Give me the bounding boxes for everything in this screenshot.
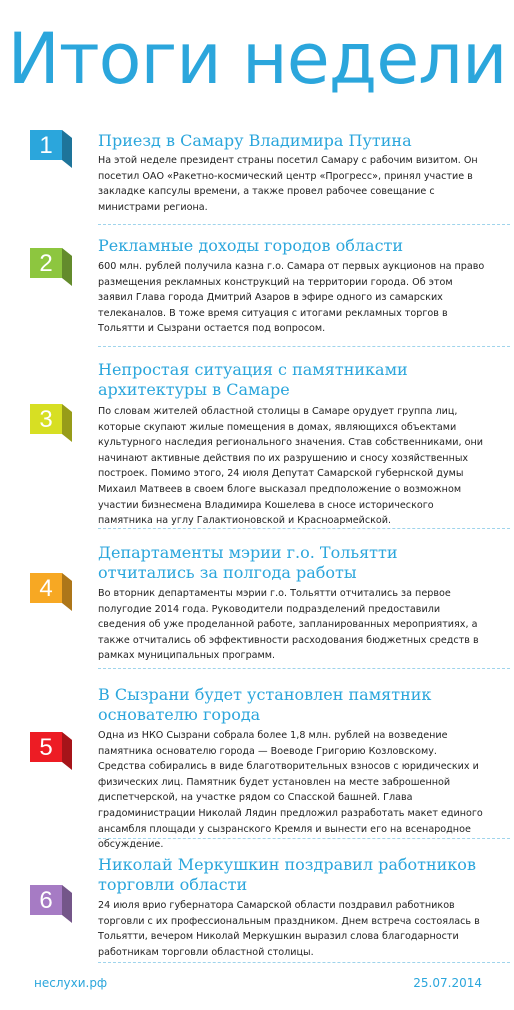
divider xyxy=(98,962,510,963)
news-item-4 xyxy=(0,540,514,660)
number-cube-icon xyxy=(30,248,72,286)
number-cube-icon xyxy=(30,404,72,442)
item-headline: Николай Меркушкин поздравил работников торговли области xyxy=(98,855,476,894)
news-item-3 xyxy=(0,356,514,526)
item-number: 6 xyxy=(39,887,53,914)
item-number: 4 xyxy=(39,575,53,602)
item-headline: Приезд в Самару Владимира Путина xyxy=(98,131,412,150)
item-body: Одна из НКО Сызрани собрала более 1,8 млн. рублей на возведение памятника основателю города — Воеводе Григорию Козловскому. Средства собирались в виде благотворительных взносов с юридических и физических лиц. Памятник будет установлен на месте заброшенной диспетчерской, на участке рядом со Спасской башней. Глава градоминистрации Николай Лядин предложил разработать макет единого ансамбля площади у сызранского Кремля и вынести его на всенародное обсуждение. xyxy=(98,730,483,851)
item-body: На этой неделе президент страны посетил Самару с рабочим визитом. Он посетил ОАО «Ракетно-космический центр «Прогресс», принял участие в закладке капсулы времени, а также провел рабочее совещание с министрами региона. xyxy=(98,155,478,213)
divider xyxy=(98,668,510,669)
number-cube-icon xyxy=(30,573,72,611)
item-headline: Департаменты мэрии г.о. Тольятти отчитались за полгода работы xyxy=(98,543,398,582)
item-body: По словам жителей областной столицы в Самаре орудует группа лиц, которые скупают жилые помещения в домах, являющихся объектами культурного наследия регионального значения. Став собственниками, они начинают активные действия по их разрушению и сносу хозяйственных построек. Помимо этого, 24 июля Депутат Самарской губернской думы Михаил Матвеев в своем блоге высказал предположение о возможном участии бизнесмена Владимира Кошелева в сносе исторического памятника на углу Галактионовской и Красноармейской. xyxy=(98,406,483,527)
item-number: 3 xyxy=(39,406,53,433)
page-title: Итоги недели xyxy=(7,18,507,100)
number-cube-icon xyxy=(30,732,72,770)
news-item-2 xyxy=(0,232,514,342)
item-number: 1 xyxy=(39,132,53,159)
site-link[interactable]: неслухи.рф xyxy=(34,976,108,990)
item-body: 24 июля врио губернатора Самарской области поздравил работников торговли с их профессиональным праздником. Днем встреча состоялась в Тольятти, вечером Николай Меркушкин выразил слова благодарности работникам торговли областной столицы. xyxy=(98,900,480,958)
item-body: Во вторник департаменты мэрии г.о. Тольятти отчитались за первое полугодие 2014 года. Руководители подразделений предоставили сведения об уже проделанной работе, запланированных мероприятиях, а также отчитались об эффективности расходования бюджетных средств в рамках муниципальных программ. xyxy=(98,588,479,662)
number-cube-icon xyxy=(30,130,72,168)
divider xyxy=(98,528,510,529)
item-headline: Непростая ситуация с памятниками архитектуры в Самаре xyxy=(98,360,408,399)
divider xyxy=(98,224,510,225)
divider xyxy=(98,838,510,839)
item-number: 5 xyxy=(39,734,53,761)
news-item-6 xyxy=(0,852,514,962)
divider xyxy=(98,346,510,347)
news-item-5 xyxy=(0,682,514,851)
item-number: 2 xyxy=(39,250,53,277)
issue-date: 25.07.2014 xyxy=(413,976,482,990)
item-headline: Рекламные доходы городов области xyxy=(98,236,404,255)
number-cube-icon xyxy=(30,885,72,923)
item-body: 600 млн. рублей получила казна г.о. Самара от первых аукционов на право размещения рекламных конструкций на территории города. Об этом заявил Глава города Дмитрий Азаров в эфире одного из самарских телеканалов. В тоже время ситуация с итогами рекламных торгов в Тольятти и Сызрани остается под вопросом. xyxy=(98,261,485,335)
item-headline: В Сызрани будет установлен памятник основателю города xyxy=(98,685,432,724)
news-item-1 xyxy=(0,126,514,222)
